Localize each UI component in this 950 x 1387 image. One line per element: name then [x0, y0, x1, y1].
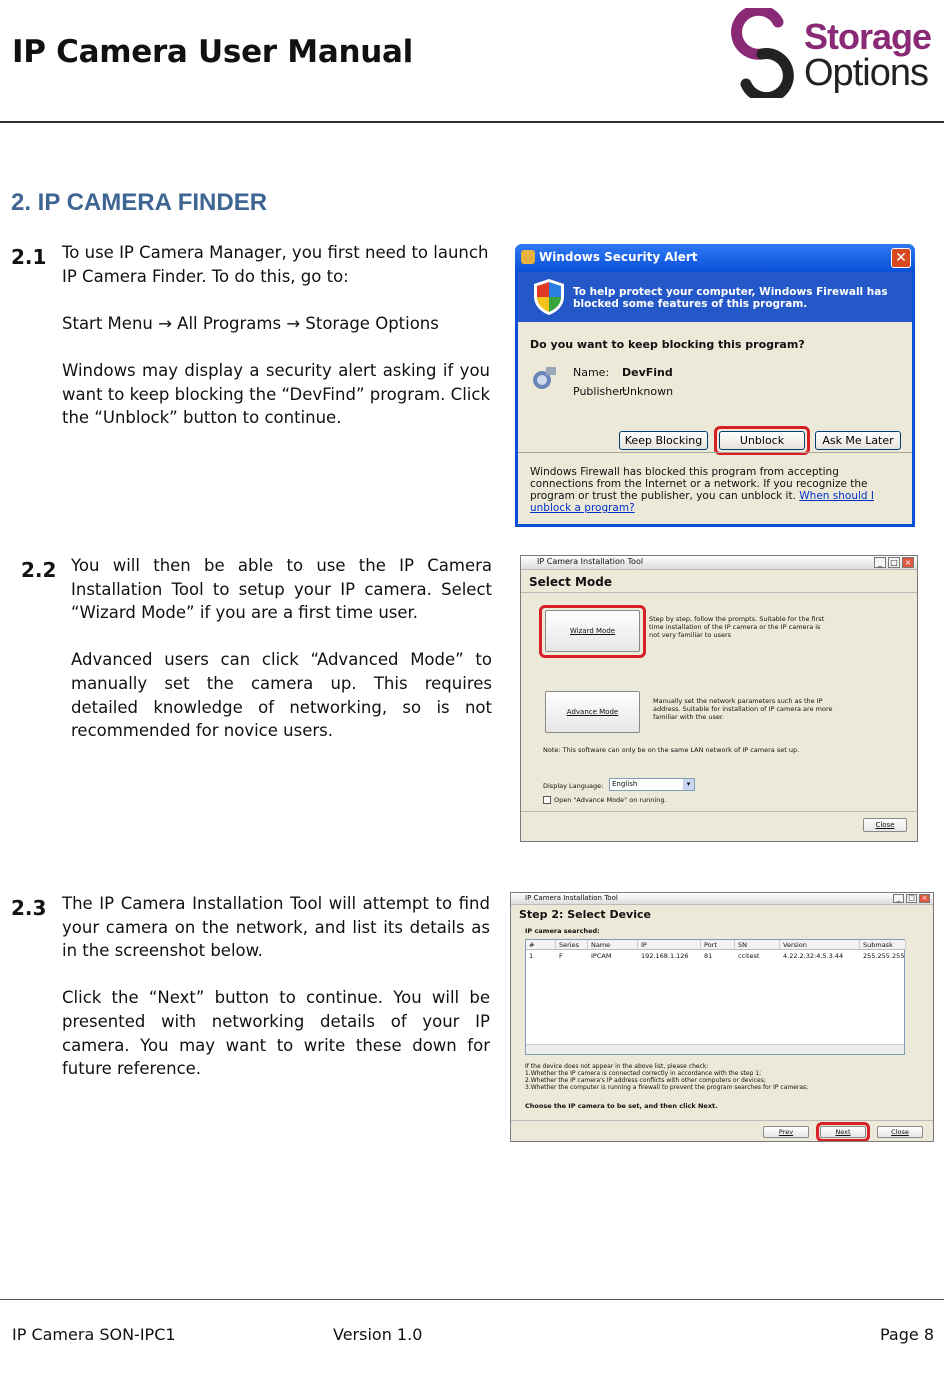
prev-button[interactable]: Prev: [763, 1126, 809, 1138]
divider: [521, 811, 917, 812]
window-titlebar: [515, 244, 915, 272]
checkbox-label: Open "Advance Mode" on running.: [554, 796, 667, 804]
logo-word-storage: Storage: [804, 16, 932, 57]
note-line: 2.Whether the IP camera's IP address conflicts with other computers or devices;: [525, 1077, 766, 1084]
close-icon[interactable]: ×: [919, 894, 930, 903]
select-device-heading: Step 2: Select Device: [519, 908, 651, 921]
table-cell: IPCAM: [591, 952, 612, 960]
device-check-note: [525, 1063, 915, 1091]
shield-icon: [532, 278, 566, 316]
firewall-footer-text: [530, 466, 900, 514]
column-header[interactable]: #: [526, 940, 556, 950]
window-titlebar: [521, 556, 917, 570]
window-body: [518, 272, 912, 524]
step-paragraph: Advanced users can click “Advanced Mode” to manually set the camera up. This requires detailed knowledge of networking, so is not recommended for novice users.: [71, 650, 492, 741]
select-mode-screenshot: [520, 555, 918, 842]
advance-mode-button[interactable]: Advance Mode: [545, 691, 640, 733]
divider: [518, 452, 912, 453]
keep-blocking-button[interactable]: Keep Blocking: [619, 431, 708, 450]
note-line: If the device does not appear in the above list, please check:: [525, 1063, 709, 1070]
alert-banner: [518, 272, 912, 322]
step-number-2-3: 2.3: [11, 896, 47, 920]
windows-security-alert-screenshot: [515, 244, 915, 527]
unblock-help-link[interactable]: When should I unblock a program?: [530, 490, 874, 514]
advance-mode-description: Manually set the network parameters such as the IP address. Suitable for installation of IP camera are more familiar with the user.: [653, 697, 833, 721]
note-line: 3.Whether the computer is running a firewall to prevent the program searches for IP cameras;: [525, 1084, 809, 1091]
name-label: Name:: [573, 366, 610, 379]
table-cell: 255.255.255: [863, 952, 905, 960]
footer-divider: [0, 1299, 944, 1300]
language-select[interactable]: [609, 778, 695, 791]
logo-mark-icon: [730, 8, 794, 98]
header-divider: [0, 121, 944, 123]
column-header[interactable]: Name: [588, 940, 638, 950]
unblock-highlight: [714, 426, 810, 455]
unblock-button[interactable]: Unblock: [719, 431, 805, 450]
step-number-2-2: 2.2: [21, 558, 57, 582]
step-number-2-1: 2.1: [11, 245, 47, 269]
maximize-icon[interactable]: □: [888, 557, 900, 568]
table-cell: 81: [704, 952, 713, 960]
column-header[interactable]: IP: [638, 940, 701, 950]
ask-me-later-button[interactable]: Ask Me Later: [815, 431, 901, 450]
column-header[interactable]: Series: [556, 940, 588, 950]
wizard-mode-highlight: [539, 605, 646, 658]
table-cell: 4.22.2.32:4.5.3.44: [783, 952, 844, 960]
step-paragraph: Click the “Next” button to continue. You will be presented with networking details of your IP camera. You may want to write these down for future reference.: [62, 988, 490, 1079]
advance-mode-checkbox[interactable]: [543, 796, 551, 804]
step-2-2-text: [71, 554, 492, 743]
divider: [521, 592, 917, 593]
publisher-label: Publisher:: [573, 385, 628, 398]
close-icon[interactable]: ✕: [891, 248, 911, 268]
display-language-label: Display Language:: [543, 782, 604, 790]
divider: [511, 1120, 933, 1121]
wizard-mode-description: Step by step, follow the prompts. Suitable for the first time installation of the IP camera or the IP camera is not very familiar to users: [649, 615, 825, 639]
table-cell: F: [559, 952, 563, 960]
manual-title: IP Camera User Manual: [12, 34, 413, 70]
note-line: 1.Whether the IP camera is connected correctly in accordance with the step 1;: [525, 1070, 762, 1077]
alert-app-icon: [521, 250, 535, 264]
name-value: DevFind: [622, 366, 673, 379]
column-header[interactable]: Port: [701, 940, 735, 950]
select-device-screenshot: [510, 892, 934, 1142]
window-title: IP Camera Installation Tool: [537, 557, 644, 566]
section-title: 2. IP CAMERA FINDER: [11, 189, 268, 216]
window-title: IP Camera Installation Tool: [525, 894, 618, 902]
table-cell: ccitest: [738, 952, 760, 960]
logo-word-options: Options: [804, 52, 928, 94]
program-icon: [530, 364, 558, 392]
close-icon[interactable]: ×: [902, 557, 914, 568]
keep-blocking-question: Do you want to keep blocking this program?: [530, 338, 805, 351]
language-value: English: [612, 780, 638, 788]
footer-text: Windows Firewall has blocked this program from accepting connections from the Internet or a network. If you recognize the program or trust the publisher, you can unblock it.: [530, 466, 868, 502]
table-cell: 1: [529, 952, 534, 960]
footer-model: IP Camera SON-IPC1: [12, 1325, 176, 1344]
minimize-icon[interactable]: _: [874, 557, 886, 568]
column-header[interactable]: Version: [780, 940, 860, 950]
next-highlight: [816, 1122, 870, 1142]
table-cell: 192.168.1.126: [641, 952, 689, 960]
step-2-3-text: [62, 892, 490, 1081]
minimize-icon[interactable]: _: [893, 894, 904, 903]
close-button[interactable]: Close: [863, 818, 907, 832]
choose-instruction: Choose the IP camera to be set, and then click Next.: [525, 1102, 718, 1110]
banner-text: To help protect your computer, Windows Firewall has blocked some features of this program.: [573, 286, 888, 310]
column-header[interactable]: Submask: [860, 940, 906, 950]
select-mode-heading: Select Mode: [529, 575, 612, 589]
step-2-1-text: [62, 241, 490, 430]
step-paragraph: You will then be able to use the IP Camera Installation Tool to setup your IP camera. Select “Wizard Mode” if you are a first time user.: [71, 556, 492, 623]
footer-page-number: Page 8: [880, 1325, 934, 1344]
step-paragraph: Windows may display a security alert asking if you want to keep blocking the “DevFind” program. Click the “Unblock” button to continue.: [62, 360, 490, 428]
publisher-value: Unknown: [622, 385, 674, 398]
footer-version: Version 1.0: [333, 1325, 423, 1344]
searched-label: IP camera searched:: [525, 927, 600, 935]
step-paragraph: Start Menu → All Programs → Storage Options: [62, 313, 439, 333]
window-title: Windows Security Alert: [539, 250, 698, 264]
close-button[interactable]: Close: [877, 1126, 923, 1138]
window-titlebar: [511, 893, 933, 905]
next-button[interactable]: Next: [820, 1126, 866, 1138]
horizontal-scrollbar[interactable]: [526, 1044, 904, 1054]
device-table: [525, 939, 905, 1055]
wizard-mode-button[interactable]: Wizard Mode: [545, 610, 640, 652]
chevron-down-icon[interactable]: ▾: [683, 779, 694, 790]
maximize-icon[interactable]: □: [906, 894, 917, 903]
step-paragraph: The IP Camera Installation Tool will attempt to find your camera on the network, and list its details as in the screenshot below.: [62, 894, 490, 961]
lan-note: Note: This software can only be on the same LAN network of IP camera set up.: [543, 746, 800, 754]
storage-options-logo: [730, 6, 940, 102]
step-paragraph: To use IP Camera Manager, you first need to launch IP Camera Finder. To do this, go to:: [62, 243, 489, 286]
column-header[interactable]: SN: [735, 940, 780, 950]
